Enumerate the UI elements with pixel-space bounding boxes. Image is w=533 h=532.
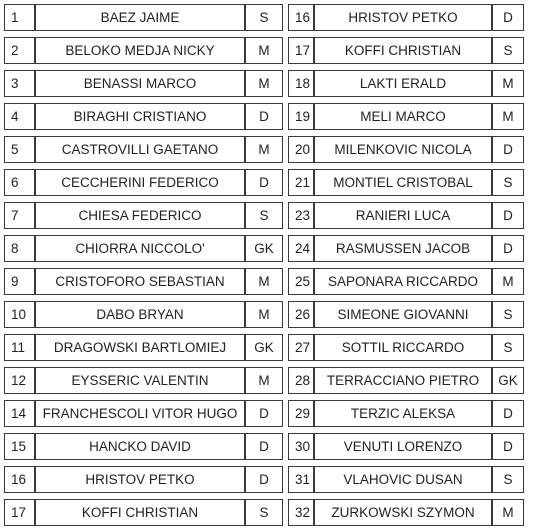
- player-number: 3: [4, 70, 35, 97]
- player-number: 14: [4, 400, 35, 427]
- player-name: BAEZ JAIME: [35, 4, 245, 31]
- player-role: M: [245, 367, 283, 394]
- player-name: TERZIC ALEKSA: [314, 400, 492, 427]
- player-role: M: [492, 70, 524, 97]
- player-role: M: [492, 499, 524, 526]
- table-row: [0, 433, 533, 460]
- player-number: 12: [4, 367, 35, 394]
- player-role: GK: [492, 367, 524, 394]
- player-number: 8: [4, 235, 35, 262]
- player-number: 27: [288, 334, 314, 361]
- player-name: KOFFI CHRISTIAN: [35, 499, 245, 526]
- table-row: [0, 4, 533, 31]
- player-name: CRISTOFORO SEBASTIAN: [35, 268, 245, 295]
- player-name: CHIESA FEDERICO: [35, 202, 245, 229]
- table-row: [0, 268, 533, 295]
- player-role: M: [245, 268, 283, 295]
- player-role: D: [245, 466, 283, 493]
- table-row: [0, 202, 533, 229]
- table-row: [0, 466, 533, 493]
- player-role: S: [245, 202, 283, 229]
- player-role: M: [492, 268, 524, 295]
- player-role: S: [245, 4, 283, 31]
- player-role: D: [245, 400, 283, 427]
- player-name: HANCKO DAVID: [35, 433, 245, 460]
- player-name: TERRACCIANO PIETRO: [314, 367, 492, 394]
- player-number: 20: [288, 136, 314, 163]
- player-number: 25: [288, 268, 314, 295]
- player-number: 28: [288, 367, 314, 394]
- player-name: HRISTOV PETKO: [314, 4, 492, 31]
- player-name: CECCHERINI FEDERICO: [35, 169, 245, 196]
- player-role: S: [245, 499, 283, 526]
- player-number: 16: [4, 466, 35, 493]
- player-number: 30: [288, 433, 314, 460]
- player-number: 17: [4, 499, 35, 526]
- player-number: 18: [288, 70, 314, 97]
- table-row: [0, 37, 533, 64]
- table-row: [0, 334, 533, 361]
- player-name: MILENKOVIC NICOLA: [314, 136, 492, 163]
- player-name: RASMUSSEN JACOB: [314, 235, 492, 262]
- player-name: MELI MARCO: [314, 103, 492, 130]
- player-name: BIRAGHI CRISTIANO: [35, 103, 245, 130]
- player-role: M: [245, 136, 283, 163]
- player-role: D: [492, 400, 524, 427]
- player-name: SAPONARA RICCARDO: [314, 268, 492, 295]
- player-number: 17: [288, 37, 314, 64]
- table-row: [0, 70, 533, 97]
- player-number: 29: [288, 400, 314, 427]
- player-role: S: [492, 37, 524, 64]
- player-name: MONTIEL CRISTOBAL: [314, 169, 492, 196]
- player-role: D: [492, 235, 524, 262]
- player-role: D: [492, 202, 524, 229]
- table-row: [0, 400, 533, 427]
- player-name: SIMEONE GIOVANNI: [314, 301, 492, 328]
- player-name: FRANCHESCOLI VITOR HUGO: [35, 400, 245, 427]
- table-row: [0, 367, 533, 394]
- player-name: VENUTI LORENZO: [314, 433, 492, 460]
- player-name: LAKTI ERALD: [314, 70, 492, 97]
- player-number: 32: [288, 499, 314, 526]
- player-role: D: [245, 169, 283, 196]
- player-number: 10: [4, 301, 35, 328]
- table-row: [0, 169, 533, 196]
- player-role: S: [492, 169, 524, 196]
- player-role: D: [245, 103, 283, 130]
- player-number: 6: [4, 169, 35, 196]
- player-number: 23: [288, 202, 314, 229]
- player-number: 15: [4, 433, 35, 460]
- table-row: [0, 499, 533, 526]
- player-role: GK: [245, 235, 283, 262]
- player-role: D: [492, 433, 524, 460]
- player-name: CHIORRA NICCOLO': [35, 235, 245, 262]
- player-role: S: [492, 466, 524, 493]
- player-role: M: [245, 70, 283, 97]
- player-name: RANIERI LUCA: [314, 202, 492, 229]
- table-row: [0, 301, 533, 328]
- player-name: BELOKO MEDJA NICKY: [35, 37, 245, 64]
- player-name: BENASSI MARCO: [35, 70, 245, 97]
- player-number: 2: [4, 37, 35, 64]
- player-number: 31: [288, 466, 314, 493]
- player-name: CASTROVILLI GAETANO: [35, 136, 245, 163]
- player-number: 4: [4, 103, 35, 130]
- player-number: 11: [4, 334, 35, 361]
- table-row: [0, 103, 533, 130]
- player-name: ZURKOWSKI SZYMON: [314, 499, 492, 526]
- player-number: 9: [4, 268, 35, 295]
- player-role: S: [492, 334, 524, 361]
- player-number: 1: [4, 4, 35, 31]
- player-number: 7: [4, 202, 35, 229]
- player-number: 19: [288, 103, 314, 130]
- player-role: D: [492, 4, 524, 31]
- player-name: SOTTIL RICCARDO: [314, 334, 492, 361]
- player-number: 5: [4, 136, 35, 163]
- player-name: KOFFI CHRISTIAN: [314, 37, 492, 64]
- player-name: HRISTOV PETKO: [35, 466, 245, 493]
- table-row: [0, 136, 533, 163]
- player-role: M: [245, 37, 283, 64]
- player-number: 21: [288, 169, 314, 196]
- table-row: [0, 235, 533, 262]
- player-role: GK: [245, 334, 283, 361]
- player-role: S: [492, 301, 524, 328]
- player-number: 24: [288, 235, 314, 262]
- player-role: D: [492, 136, 524, 163]
- player-number: 26: [288, 301, 314, 328]
- player-name: VLAHOVIC DUSAN: [314, 466, 492, 493]
- player-role: M: [492, 103, 524, 130]
- player-name: EYSSERIC VALENTIN: [35, 367, 245, 394]
- player-name: DABO BRYAN: [35, 301, 245, 328]
- player-role: M: [245, 301, 283, 328]
- player-number: 16: [288, 4, 314, 31]
- player-name: DRAGOWSKI BARTLOMIEJ: [35, 334, 245, 361]
- player-role: D: [245, 433, 283, 460]
